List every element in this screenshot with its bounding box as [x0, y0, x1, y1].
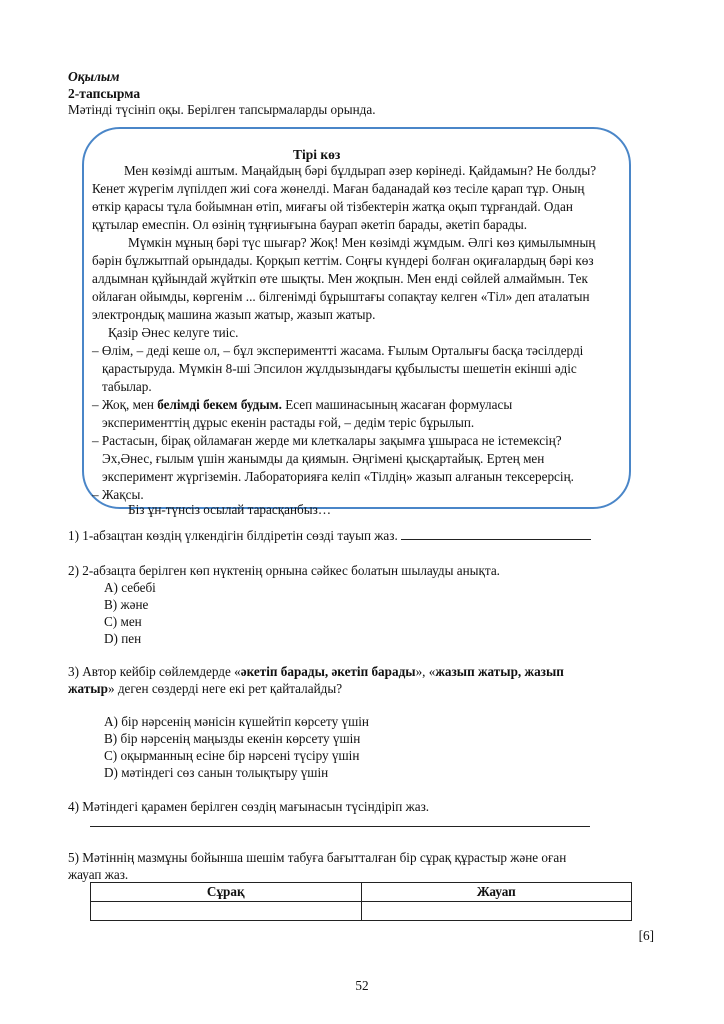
text-line: Мүмкін мұның бәрі түс шығар? Жоқ! Мен көзімді жұмдым. Әлгі көз қимылымның: [128, 235, 596, 250]
text-line-with-bold: [92, 397, 512, 413]
question-3-separator: », «: [415, 664, 436, 679]
question-2-text: 2) 2-абзацта берілген көп нүктенің орнына сәйкес болатын шылауды анықта.: [68, 563, 500, 578]
text-line: – Жақсы.: [92, 487, 144, 502]
instruction-text: Мәтінді түсініп оқы. Берілген тапсырмаларды орында.: [68, 102, 376, 117]
question-3-option-b[interactable]: B) бір нәрсенің маңызды екенін көрсету үшін: [104, 731, 361, 746]
question-3-prefix: 3) Автор кейбір сөйлемдерде «: [68, 664, 241, 679]
question-3-line-2: [68, 681, 342, 697]
text-line: эксперименттің дұрыс екенін растады ғой, – дедім теріс бұрылып.: [102, 415, 475, 430]
text-line: құтылар емеспін. Ол өзінің тұңғиығына баурап әкетіп барады, әкетіп барады.: [92, 217, 528, 232]
question-3-line-1: [68, 664, 564, 680]
text-line: эксперимент жүргіземін. Лабораторияға келіп «Тілдің» жазып алғанын тексерерсің.: [102, 469, 574, 484]
text-line: өткір қарасы тұла бойымнан өтіп, миғағы ой тізбектерін жатқа оқып тұрғандай. Одан: [92, 199, 573, 214]
table-header-question: Сұрақ: [91, 883, 362, 902]
question-2-option-c[interactable]: C) мен: [104, 614, 142, 629]
text-line: Эх,Әнес, ғылым үшін жанымды да қиямын. Әңгімені қысқартайық. Ертең мен: [102, 451, 545, 466]
text-segment: – Жоқ, мен: [92, 397, 158, 412]
question-3-option-d[interactable]: D) мәтіндегі сөз санын толықтыру үшін: [104, 765, 329, 780]
question-2-option-a[interactable]: A) себебі: [104, 580, 156, 595]
answer-blank[interactable]: [401, 528, 591, 540]
text-line: табылар.: [102, 379, 152, 394]
text-line: алдымнан құйындай жүйткіп өте шықты. Мен жоқпын. Мен енді сөйлей алмаймын. Тек: [92, 271, 588, 286]
question-1-text: 1) 1-абзацтан көздің үлкендігін білдіретін сөзді тауып жаз.: [68, 528, 402, 543]
question-2-option-d[interactable]: D) пен: [104, 631, 142, 646]
question-5-text-line-1: 5) Мәтіннің мазмұны бойынша шешім табуға бағытталған бір сұрақ құрастыр және оған: [68, 850, 567, 865]
task-title: 2-тапсырма: [68, 86, 141, 101]
question-4-text: 4) Мәтіндегі қарамен берілген сөздің мағынасын түсіндіріп жаз.: [68, 799, 430, 814]
text-line: электрондық машина жазып жатыр, жазып жатыр.: [92, 307, 376, 322]
question-3-quote-1: әкетіп барады, әкетіп барады: [240, 664, 416, 679]
text-line: Қазір Әнес келуге тиіс.: [108, 325, 239, 340]
text-line: Біз ұн-түнсіз осылай тарасқанбыз…: [128, 502, 332, 517]
page-number: 52: [355, 978, 369, 993]
question-5-answer-table: [90, 882, 632, 921]
question-1: [68, 528, 591, 544]
question-3-quote-2-end: жатыр: [68, 681, 108, 696]
text-line: Кенет жүрегім лүпілдеп жиі соға жөнелді. Маған баданадай көз тесіле қарап тұр. Оның: [92, 181, 585, 196]
text-line: – Растасын, бірақ ойламаған жерде ми клеткалары зақымға ұшыраса не істемексің?: [92, 433, 562, 448]
text-line: Мен көзімді аштым. Маңайдың бәрі бұлдырап әзер көрінеді. Қайдамын? Не болды?: [124, 163, 597, 178]
question-5-text-line-2: жауап жаз.: [68, 867, 129, 882]
table-header-answer: Жауап: [361, 883, 632, 902]
question-4-answer-line[interactable]: [90, 826, 590, 827]
reading-text-box: [82, 127, 631, 517]
table-header-row: [91, 883, 632, 902]
question-cell[interactable]: [91, 902, 362, 921]
score-mark: [6]: [638, 928, 654, 943]
text-segment: Есеп машинасының жасаған формуласы: [281, 397, 513, 412]
text-line: – Өлім, – деді кеше ол, – бұл экспериментті жасама. Ғылым Орталығы басқа тәсілдерді: [92, 343, 584, 358]
question-2-option-b[interactable]: B) және: [104, 597, 149, 612]
question-3-suffix: » деген сөздерді неге екі рет қайталайды?: [107, 681, 343, 696]
question-3-option-a[interactable]: A) бір нәрсенің мәнісін күшейтіп көрсету үшін: [104, 714, 369, 729]
question-3-quote-2: жазып жатыр, жазып: [435, 664, 564, 679]
answer-cell[interactable]: [361, 902, 632, 921]
text-line: қарастыруда. Мүмкін 8-ші Эпсилон жұлдызындағы құбылысты шешетін екінші әдіс: [102, 361, 577, 376]
table-row: [91, 902, 632, 921]
question-3-option-c[interactable]: C) оқырманның есіне бір нәрсені түсіру үшін: [104, 748, 360, 763]
bold-word: белімді бекем будым.: [157, 397, 282, 412]
text-line: ойлаған ойымды, көргенім ... білгенімді бұрыштағы сопақтау келген «Тіл» деп аталатын: [92, 289, 590, 304]
text-title: Тірі көз: [293, 147, 341, 162]
section-title: Оқылым: [68, 69, 120, 84]
text-line: бәрін бұлжытпай орындады. Қорқып кеттім. Соңғы күндері болған оқиғалардың бәрі көз: [92, 253, 594, 268]
